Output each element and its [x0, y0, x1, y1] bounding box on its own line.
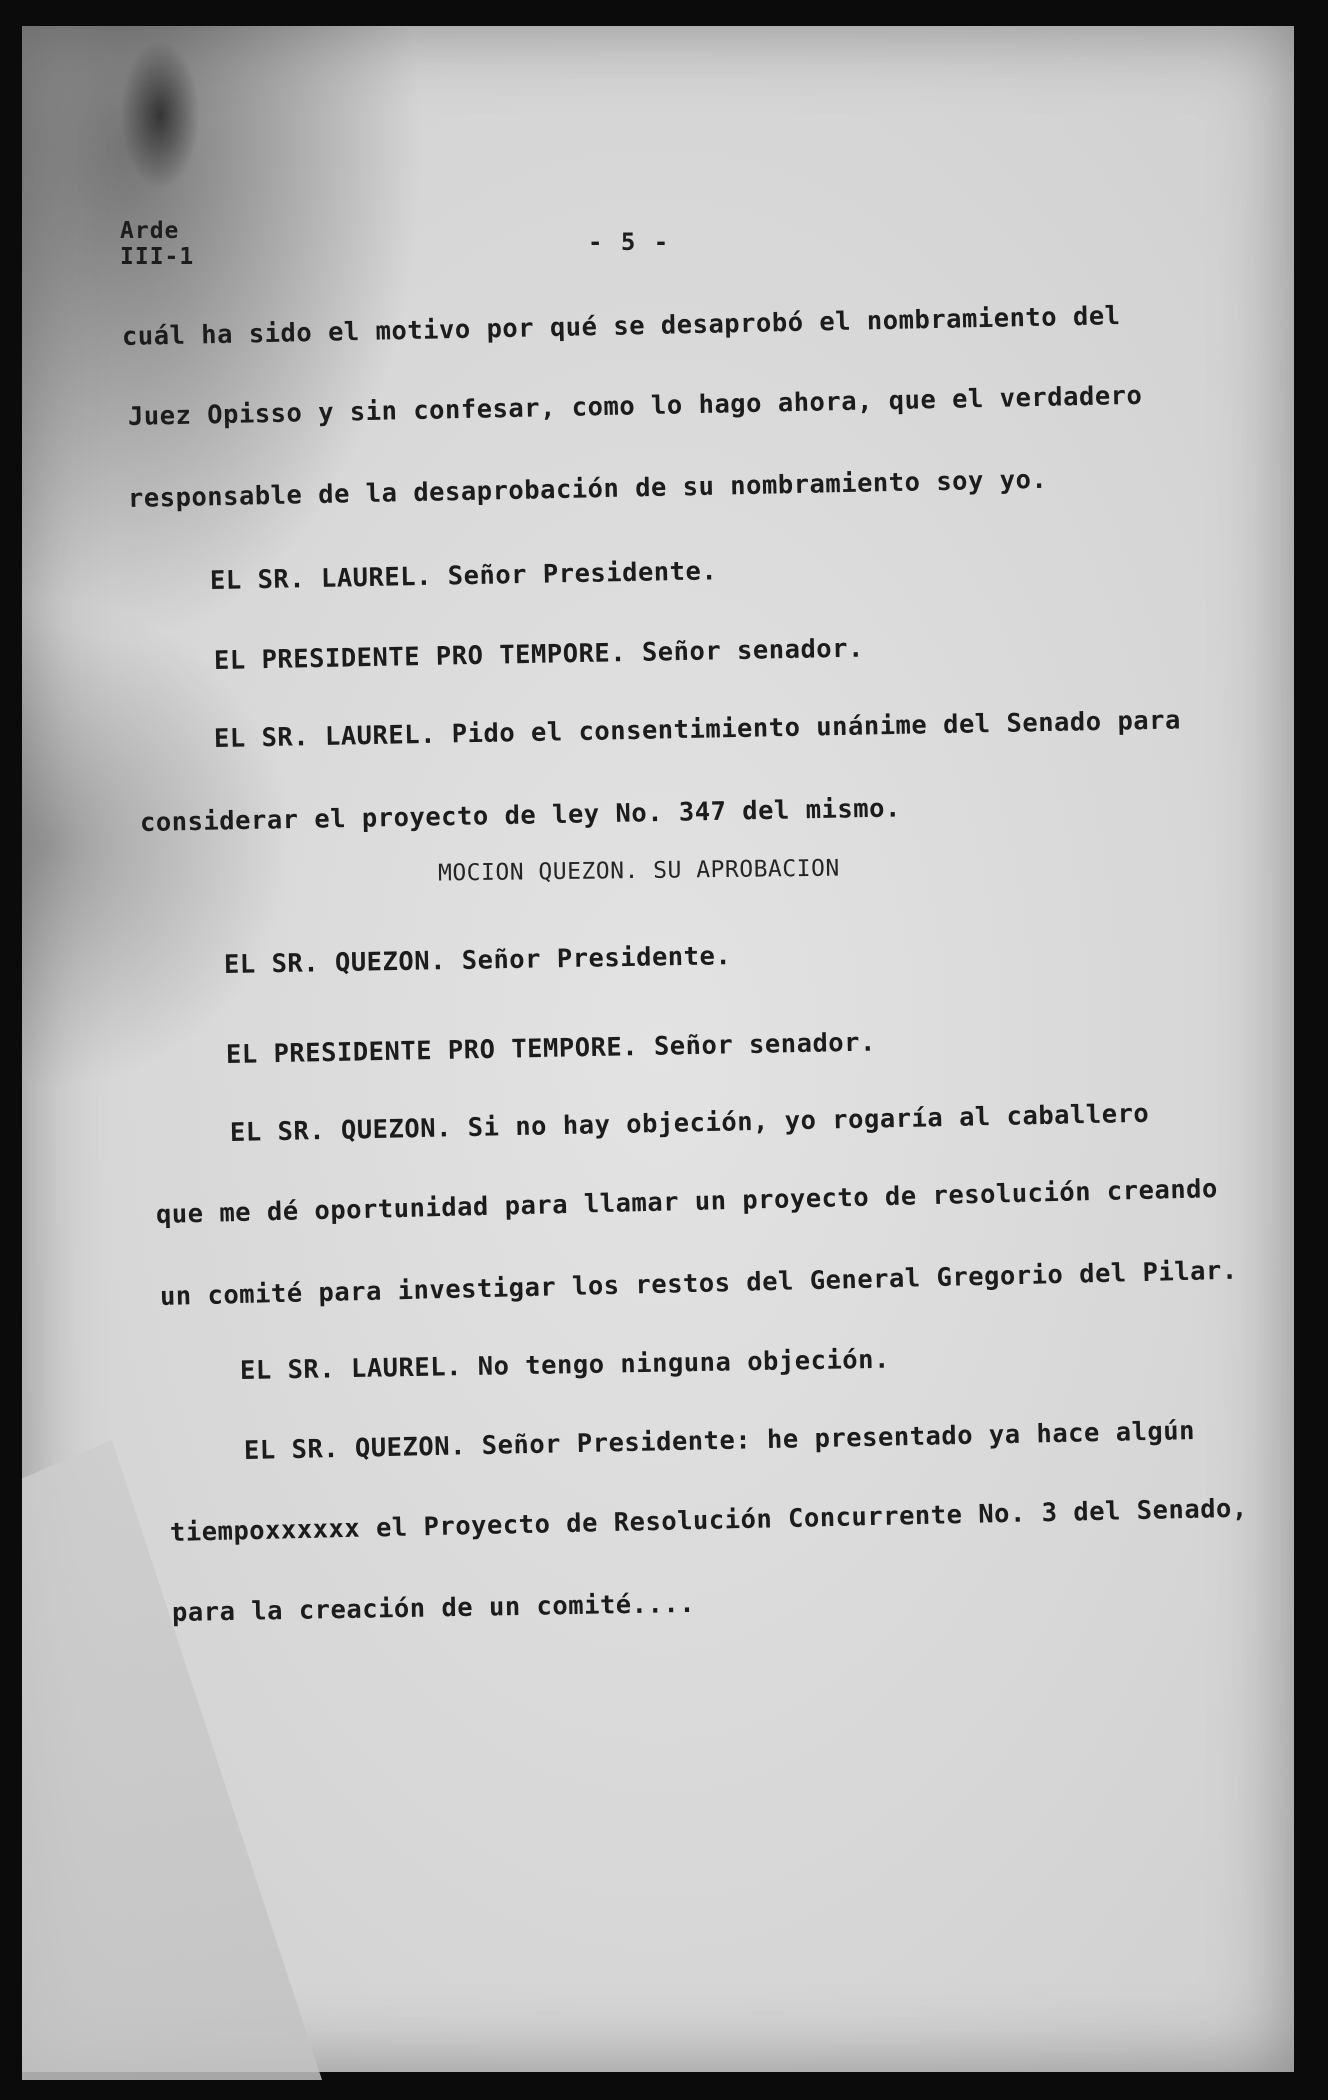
reference-line-2: III-1 — [120, 244, 195, 270]
speaker-line: EL SR. QUEZON. Señor Presidente: he presentado ya hace algún — [243, 1416, 1196, 1466]
text-line: cuál ha sido el motivo por qué se desaprobó el nombramiento del — [121, 301, 1121, 352]
speaker-line: EL PRESIDENTE PRO TEMPORE. Señor senador. — [225, 1027, 877, 1070]
speaker-line: EL SR. LAUREL. No tengo ninguna objeción. — [239, 1344, 891, 1386]
text-line: Juez Opisso y sin confesar, como lo hago ahora, que el verdadero — [127, 380, 1143, 432]
speaker-line: EL SR. QUEZON. Señor Presidente. — [223, 941, 732, 980]
reference-code — [120, 218, 194, 270]
reference-line-1: Arde — [120, 218, 180, 244]
ink-stain — [120, 40, 200, 190]
text-line: considerar el proyecto de ley No. 347 del mismo. — [139, 793, 902, 838]
text-line: responsable de la desaprobación de su nombramiento soy yo. — [127, 464, 1048, 514]
speaker-line: EL PRESIDENTE PRO TEMPORE. Señor senador. — [213, 633, 865, 676]
text-line: que me dé oportunidad para llamar un proyecto de resolución creando — [155, 1174, 1219, 1230]
speaker-line: EL SR. QUEZON. Si no hay objeción, yo rogaría al caballero — [229, 1098, 1150, 1148]
text-line: un comité para investigar los restos del General Gregorio del Pilar. — [159, 1255, 1239, 1312]
page-number: - 5 - — [588, 228, 671, 256]
speaker-line: EL SR. LAUREL. Señor Presidente. — [209, 556, 718, 596]
section-heading: MOCION QUEZON. SU APROBACION — [437, 855, 840, 887]
text-line: tiempoxxxxxx el Proyecto de Resolución Concurrente No. 3 del Senado, — [169, 1493, 1249, 1548]
speaker-line: EL SR. LAUREL. Pido el consentimiento unánime del Senado para — [213, 705, 1182, 754]
text-line: para la creación de un comité.... — [171, 1588, 696, 1628]
